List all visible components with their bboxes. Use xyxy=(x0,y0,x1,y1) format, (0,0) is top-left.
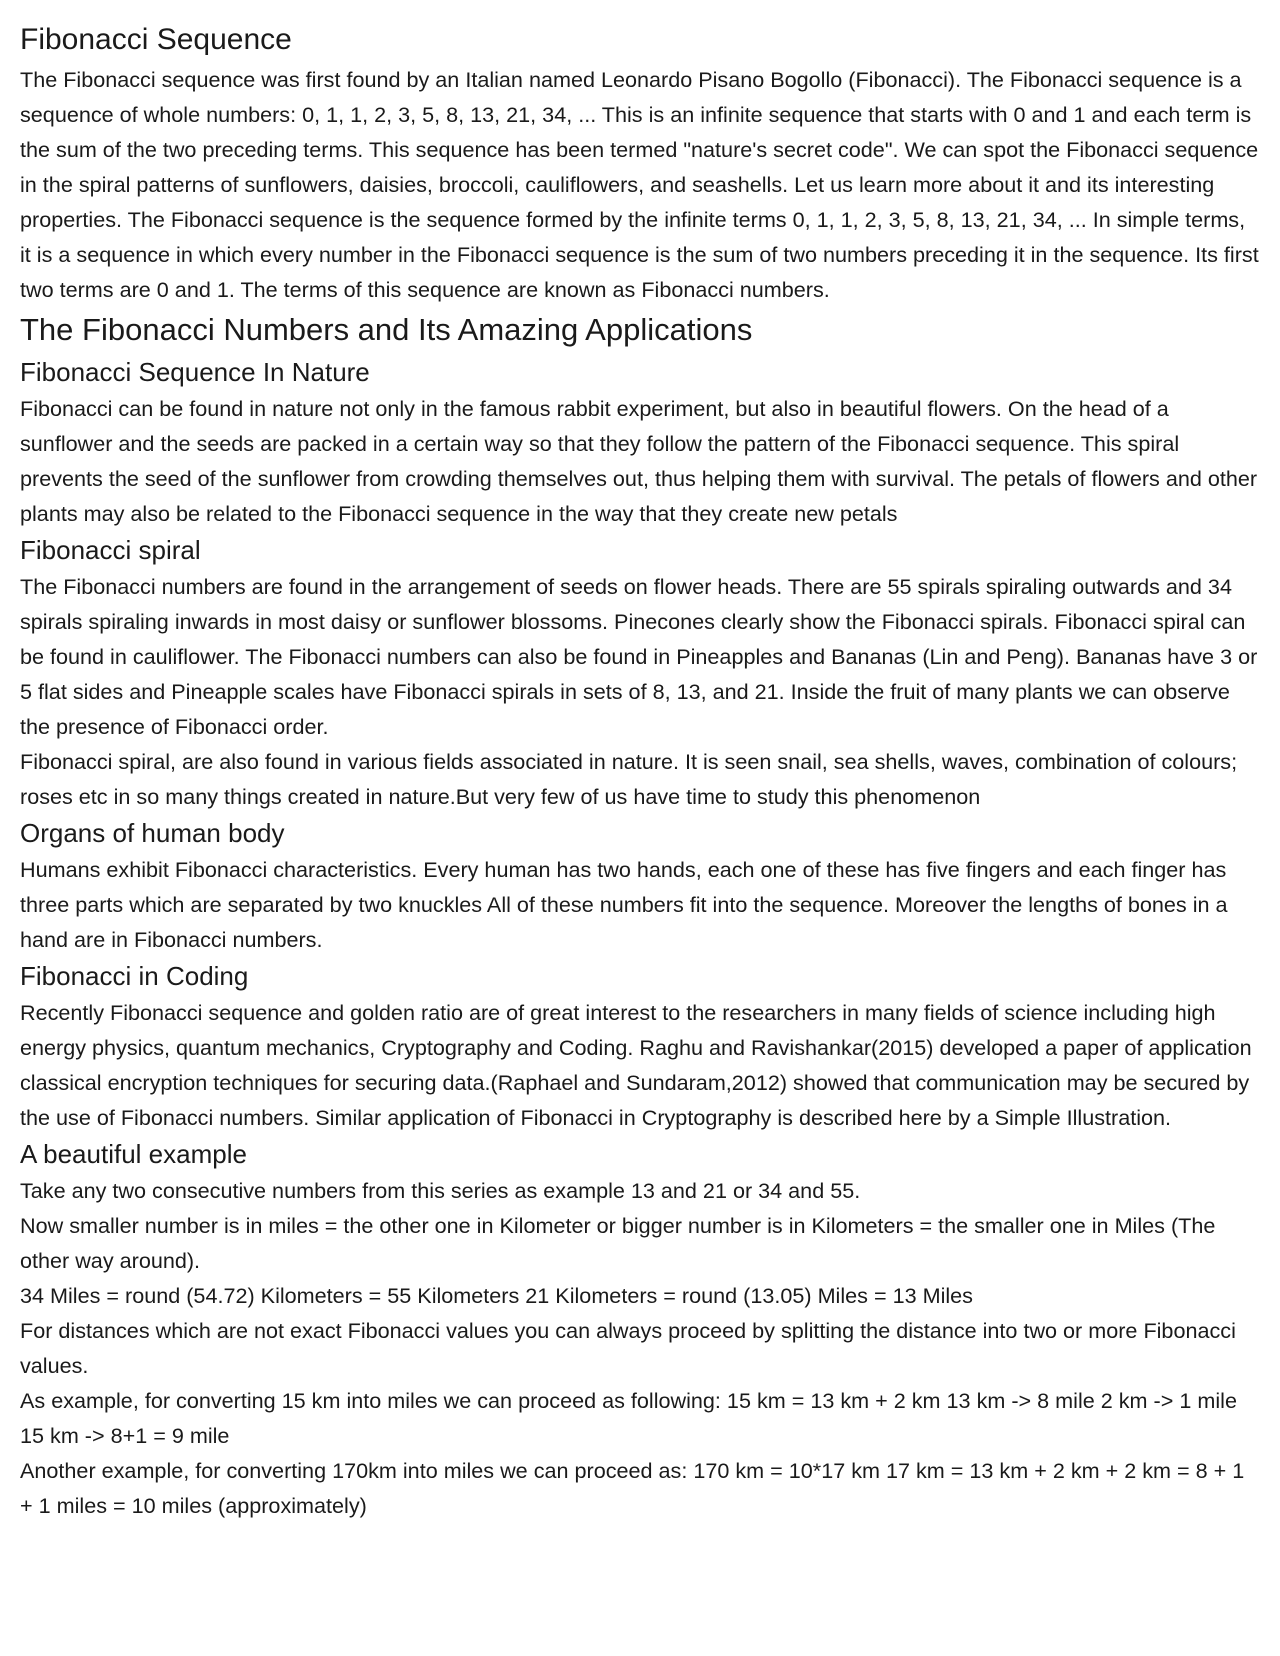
example-paragraph-6: Another example, for converting 170km into miles we can proceed as: 170 km = 10*17 km 17 km = 13 km + 2 km + 2 km = 8 + 1 + 1 miles = 10 miles (approximately) xyxy=(20,1458,1245,1518)
coding-heading: Fibonacci in Coding xyxy=(20,961,249,991)
coding-paragraph: Recently Fibonacci sequence and golden ratio are of great interest to the researchers in many fields of science including high energy physics, quantum mechanics, Cryptography and Coding. Raghu and Ravishankar(2015) developed a paper of application classical encryption techniques for securing data.(Raphael and Sundaram,2012) showed that communication may be secured by the use of Fibonacci numbers. Similar application of Fibonacci in Cryptography is described here by a Simple Illustration. xyxy=(20,1000,1252,1130)
nature-heading: Fibonacci Sequence In Nature xyxy=(20,357,370,387)
example-paragraph-1: Take any two consecutive numbers from this series as example 13 and 21 or 34 and 55. xyxy=(20,1178,861,1203)
human-body-paragraph: Humans exhibit Fibonacci characteristics. Every human has two hands, each one of these has five fingers and each finger has three parts which are separated by two knuckles All of these numbers fit into the sequence. Moreover the lengths of bones in a hand are in Fibonacci numbers. xyxy=(20,857,1228,952)
spiral-paragraph-2: Fibonacci spiral, are also found in various fields associated in nature. It is seen snail, sea shells, waves, combination of colours; roses etc in so many things created in nature.But very few of us have time to study this phenomenon xyxy=(20,749,1238,809)
intro-paragraph: The Fibonacci sequence was first found by an Italian named Leonardo Pisano Bogollo (Fibonacci). The Fibonacci sequence is a sequence of whole numbers: 0, 1, 1, 2, 3, 5, 8, 13, 21, 34, ... This is an infinite sequence that starts with 0 and 1 and each term is the sum of the two preceding terms. This sequence has been termed "nature's secret code". We can spot the Fibonacci sequence in the spiral patterns of sunflowers, daisies, broccoli, cauliflowers, and seashells. Let us learn more about it and its interesting properties. The Fibonacci sequence is the sequence formed by the infinite terms 0, 1, 1, 2, 3, 5, 8, 13, 21, 34, ... In simple terms, it is a sequence in which every number in the Fibonacci sequence is the sum of two numbers preceding it in the sequence. Its first two terms are 0 and 1. The terms of this sequence are known as Fibonacci numbers. xyxy=(20,67,1259,302)
example-paragraph-5: As example, for converting 15 km into miles we can proceed as following: 15 km = 13 km + 2 km 13 km -> 8 mile 2 km -> 1 mile 15 km -> 8+1 = 9 mile xyxy=(20,1388,1237,1448)
applications-heading: The Fibonacci Numbers and Its Amazing Applications xyxy=(20,312,753,347)
human-body-heading: Organs of human body xyxy=(20,818,285,848)
nature-paragraph: Fibonacci can be found in nature not only in the famous rabbit experiment, but also in beautiful flowers. On the head of a sunflower and the seeds are packed in a certain way so that they follow the pattern of the Fibonacci sequence. This spiral prevents the seed of the sunflower from crowding themselves out, thus helping them with survival. The petals of flowers and other plants may also be related to the Fibonacci sequence in the way that they create new petals xyxy=(20,396,1258,526)
page-title: Fibonacci Sequence xyxy=(20,23,292,56)
spiral-heading: Fibonacci spiral xyxy=(20,535,201,565)
example-paragraph-3: 34 Miles = round (54.72) Kilometers = 55 Kilometers 21 Kilometers = round (13.05) Miles = 13 Miles xyxy=(20,1283,973,1308)
example-paragraph-2: Now smaller number is in miles = the other one in Kilometer or bigger number is in Kilometers = the smaller one in Miles (The other way around). xyxy=(20,1213,1216,1273)
example-paragraph-4: For distances which are not exact Fibonacci values you can always proceed by splitting the distance into two or more Fibonacci values. xyxy=(20,1318,1236,1378)
spiral-paragraph-1: The Fibonacci numbers are found in the arrangement of seeds on flower heads. There are 55 spirals spiraling outwards and 34 spirals spiraling inwards in most daisy or sunflower blossoms. Pinecones clearly show the Fibonacci spirals. Fibonacci spiral can be found in cauliflower. The Fibonacci numbers can also be found in Pineapples and Bananas (Lin and Peng). Bananas have 3 or 5 flat sides and Pineapple scales have Fibonacci spirals in sets of 8, 13, and 21. Inside the fruit of many plants we can observe the presence of Fibonacci order. xyxy=(20,574,1258,739)
example-heading: A beautiful example xyxy=(20,1139,247,1169)
